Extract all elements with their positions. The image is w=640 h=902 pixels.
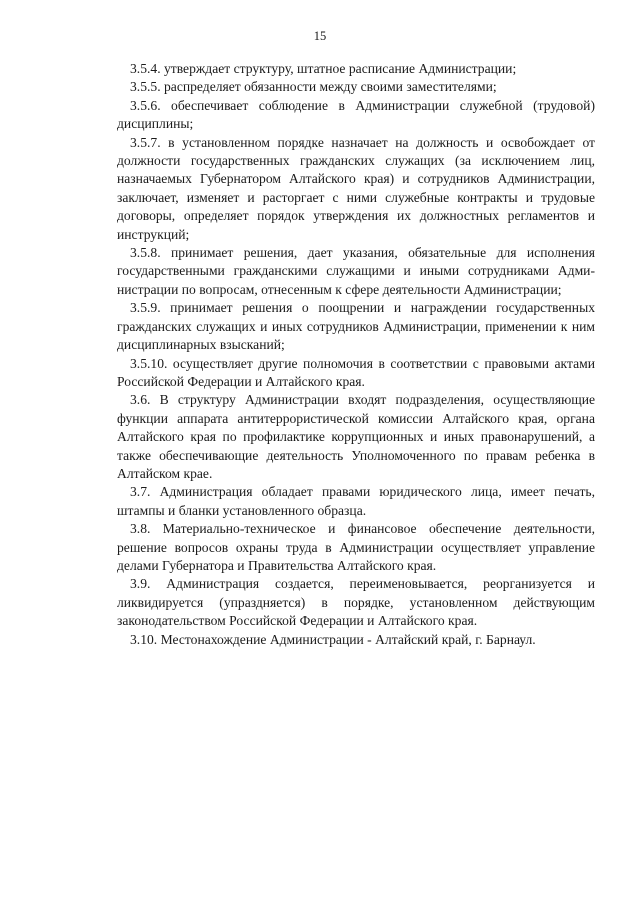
paragraph-3-8: 3.8. Материально-техническое и финансовое обеспечение деятельности, решение вопросов охраны труда в Администрации осуществляет управление делами Губернатора и Правительства Алтайского края. bbox=[117, 521, 595, 573]
paragraph-3-5-10: 3.5.10. осуществляет другие полномочия в соответствии с правовыми актами Российской Федерации и Алтайского края. bbox=[117, 355, 595, 389]
paragraph-3-5-8: 3.5.8. принимает решения, дает указания, обязательные для исполнения государственными гражданскими служащими и иными сотрудниками Администрации по вопросам, отнесенным к сфере деятельности Администрации; bbox=[117, 245, 595, 297]
paragraph-3-5-4: 3.5.4. утверждает структуру, штатное расписание Администрации; bbox=[130, 61, 517, 76]
paragraph-3-9: 3.9. Администрация создается, переименовывается, реорганизуется и ликвидируется (упраздняется) в порядке, установленном действующим законодательством Российской Федерации и Алтайского края. bbox=[117, 576, 595, 629]
paragraph-3-10: 3.10. Местонахождение Администрации - Алтайский край, г. Барнаул. bbox=[130, 631, 536, 647]
paragraph-3-5-5: 3.5.5. распределяет обязанности между своими заместителями; bbox=[130, 79, 497, 95]
paragraph-3-5-9: 3.5.9. принимает решения о поощрении и награждении государственных гражданских служащих и иных сотрудников Администрации, применении к ним дисциплинарных взысканий; bbox=[117, 300, 595, 353]
document-body bbox=[117, 60, 595, 649]
paragraph-3-7: 3.7. Администрация обладает правами юридического лица, имеет печать, штампы и бланки установленного образца. bbox=[117, 484, 595, 518]
paragraph-3-5-7: 3.5.7. в установленном порядке назначает на должность и освобождает от должности государственных гражданских служащих (за исключением лиц, назначаемых Губернатором Алтайского края) и сотрудников Администрации, заключает, изменяет и расторгает с ними служебные контракты и трудовые договоры, определяет порядок утверждения их должностных регламентов и инструкций; bbox=[117, 134, 595, 242]
paragraph-3-6: 3.6. В структуру Администрации входят подразделения, осуществляющие функции аппарата антитеррористической комиссии Алтайского края, органа Алтайского края по профилактике коррупционных и иных правонарушений, а также обеспечивающие деятельность Уполномоченного по правам ребенка в Алтайском крае. bbox=[117, 392, 595, 481]
paragraph-3-5-6: 3.5.6. обеспечивает соблюдение в Администрации служебной (трудовой) дисциплины; bbox=[117, 97, 595, 132]
page-number: 15 bbox=[313, 29, 327, 43]
